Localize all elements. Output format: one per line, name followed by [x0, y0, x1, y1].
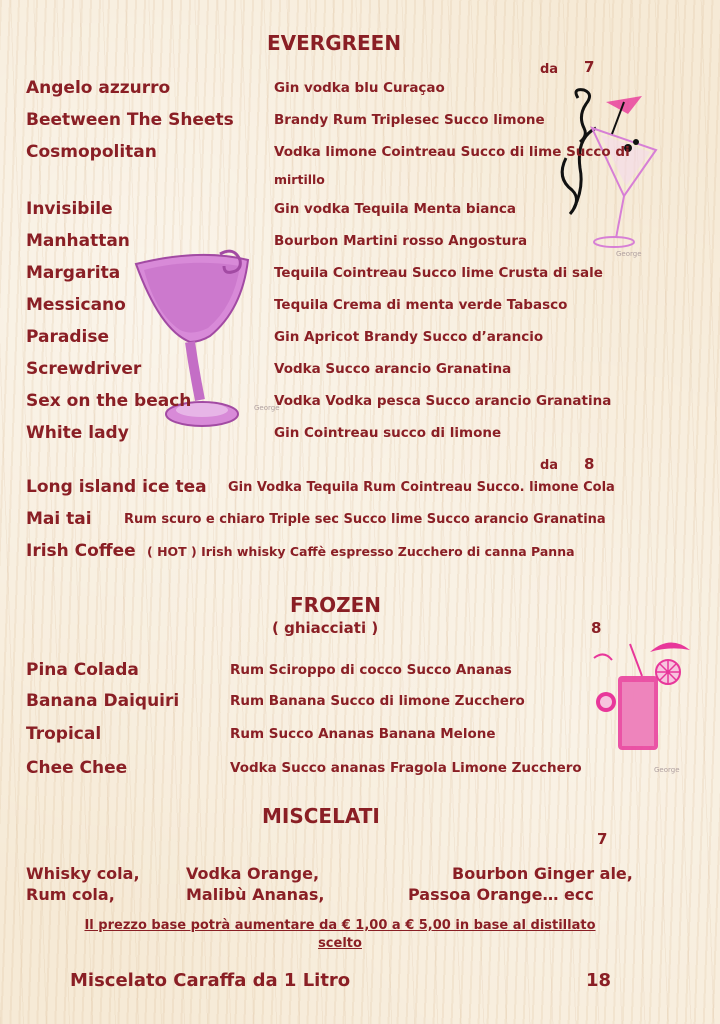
evergreen-price-7: 7 [584, 58, 595, 76]
menu-item-ingredients: Rum Banana Succo di limone Zucchero [230, 693, 525, 709]
menu-item-ingredients: Vodka Succo ananas Fragola Limone Zucchero [230, 760, 582, 776]
evergreen-price-8: 8 [584, 455, 595, 473]
menu-item-ingredients: Rum scuro e chiaro Triple sec Succo lime Succo arancio Granatina [124, 512, 606, 527]
menu-item-name: Banana Daiquiri [26, 691, 180, 711]
menu-item-name: White lady [26, 423, 129, 443]
martini-glass-illustration [556, 88, 668, 260]
menu-item-ingredients: Gin Apricot Brandy Succo d’arancio [274, 329, 544, 345]
menu-item-ingredients: Tequila Crema di menta verde Tabasco [274, 297, 568, 313]
menu-item-name: Tropical [26, 724, 102, 744]
frozen-subtitle: ( ghiacciati ) [272, 619, 379, 637]
miscelati-item: Vodka Orange, [186, 864, 320, 883]
price-prefix: da [540, 458, 559, 473]
menu-item-name: Messicano [26, 295, 126, 315]
menu-item-ingredients: Bourbon Martini rosso Angostura [274, 233, 528, 249]
menu-item-ingredients: Gin Cointreau succo di limone [274, 425, 502, 441]
price-note-line-1: Il prezzo base potrà aumentare da € 1,00 a € 5,00 in base al distillato [84, 918, 596, 933]
menu-item-name: Screwdriver [26, 359, 142, 379]
menu-item-ingredients: ( HOT ) Irish whisky Caffè espresso Zucchero di canna Panna [147, 544, 575, 559]
cocktail-goblet-illustration [130, 250, 280, 440]
menu-item-ingredients: Vodka limone Cointreau Succo di lime Succo di [274, 144, 630, 160]
frozen-drink-illustration [588, 636, 700, 778]
menu-item-name: Irish Coffee [26, 541, 136, 561]
evergreen-title: EVERGREEN [267, 31, 402, 55]
price-prefix: da [540, 62, 559, 77]
menu-item-name: Paradise [26, 327, 109, 347]
menu-item-name: Manhattan [26, 231, 130, 251]
menu-item-ingredients: Tequila Cointreau Succo lime Crusta di sale [274, 265, 603, 281]
menu-item-name: Long island ice tea [26, 477, 207, 497]
miscelati-item: Malibù Ananas, [186, 885, 325, 904]
menu-item-name: Sex on the beach [26, 391, 192, 411]
menu-item-ingredients: Vodka Vodka pesca Succo arancio Granatina [274, 393, 612, 409]
menu-item-ingredients: Rum Succo Ananas Banana Melone [230, 726, 496, 742]
menu-item-ingredients: Vodka Succo arancio Granatina [274, 361, 512, 377]
price-note-line-2: scelto [318, 936, 362, 951]
miscelati-item: Whisky cola, [26, 864, 140, 883]
menu-item-name: Pina Colada [26, 660, 139, 680]
menu-item-ingredients: Gin vodka Tequila Menta bianca [274, 201, 517, 217]
menu-item-name: Cosmopolitan [26, 142, 157, 162]
menu-item-name: Mai tai [26, 509, 92, 529]
menu-item-ingredients: Gin Vodka Tequila Rum Cointreau Succo. limone Cola [228, 480, 615, 495]
miscelati-item: Bourbon Ginger ale, [452, 864, 633, 883]
miscelati-item: Passoa Orange… ecc [408, 885, 594, 904]
frozen-price: 8 [591, 619, 602, 637]
miscelati-price: 7 [597, 830, 608, 848]
menu-item-name: Angelo azzurro [26, 78, 171, 98]
watermark-text: George [254, 404, 280, 412]
menu-item-name: Chee Chee [26, 758, 128, 778]
watermark-text: George [654, 766, 680, 774]
carafe-label: Miscelato Caraffa da 1 Litro [70, 970, 351, 991]
frozen-title: FROZEN [290, 593, 381, 617]
menu-item-ingredients: Brandy Rum Triplesec Succo limone [274, 112, 545, 128]
menu-item-name: Invisibile [26, 199, 113, 219]
menu-item-name: Beetween The Sheets [26, 110, 234, 130]
miscelati-item: Rum cola, [26, 885, 115, 904]
menu-item-ingredients: Gin vodka blu Curaçao [274, 80, 445, 96]
menu-item-name: Margarita [26, 263, 121, 283]
menu-item-ingredients: Rum Sciroppo di cocco Succo Ananas [230, 662, 512, 678]
miscelati-title: MISCELATI [262, 804, 380, 828]
menu-item-ingredients-continued: mirtillo [274, 172, 325, 187]
carafe-price: 18 [586, 970, 612, 991]
watermark-text: George [616, 250, 642, 258]
